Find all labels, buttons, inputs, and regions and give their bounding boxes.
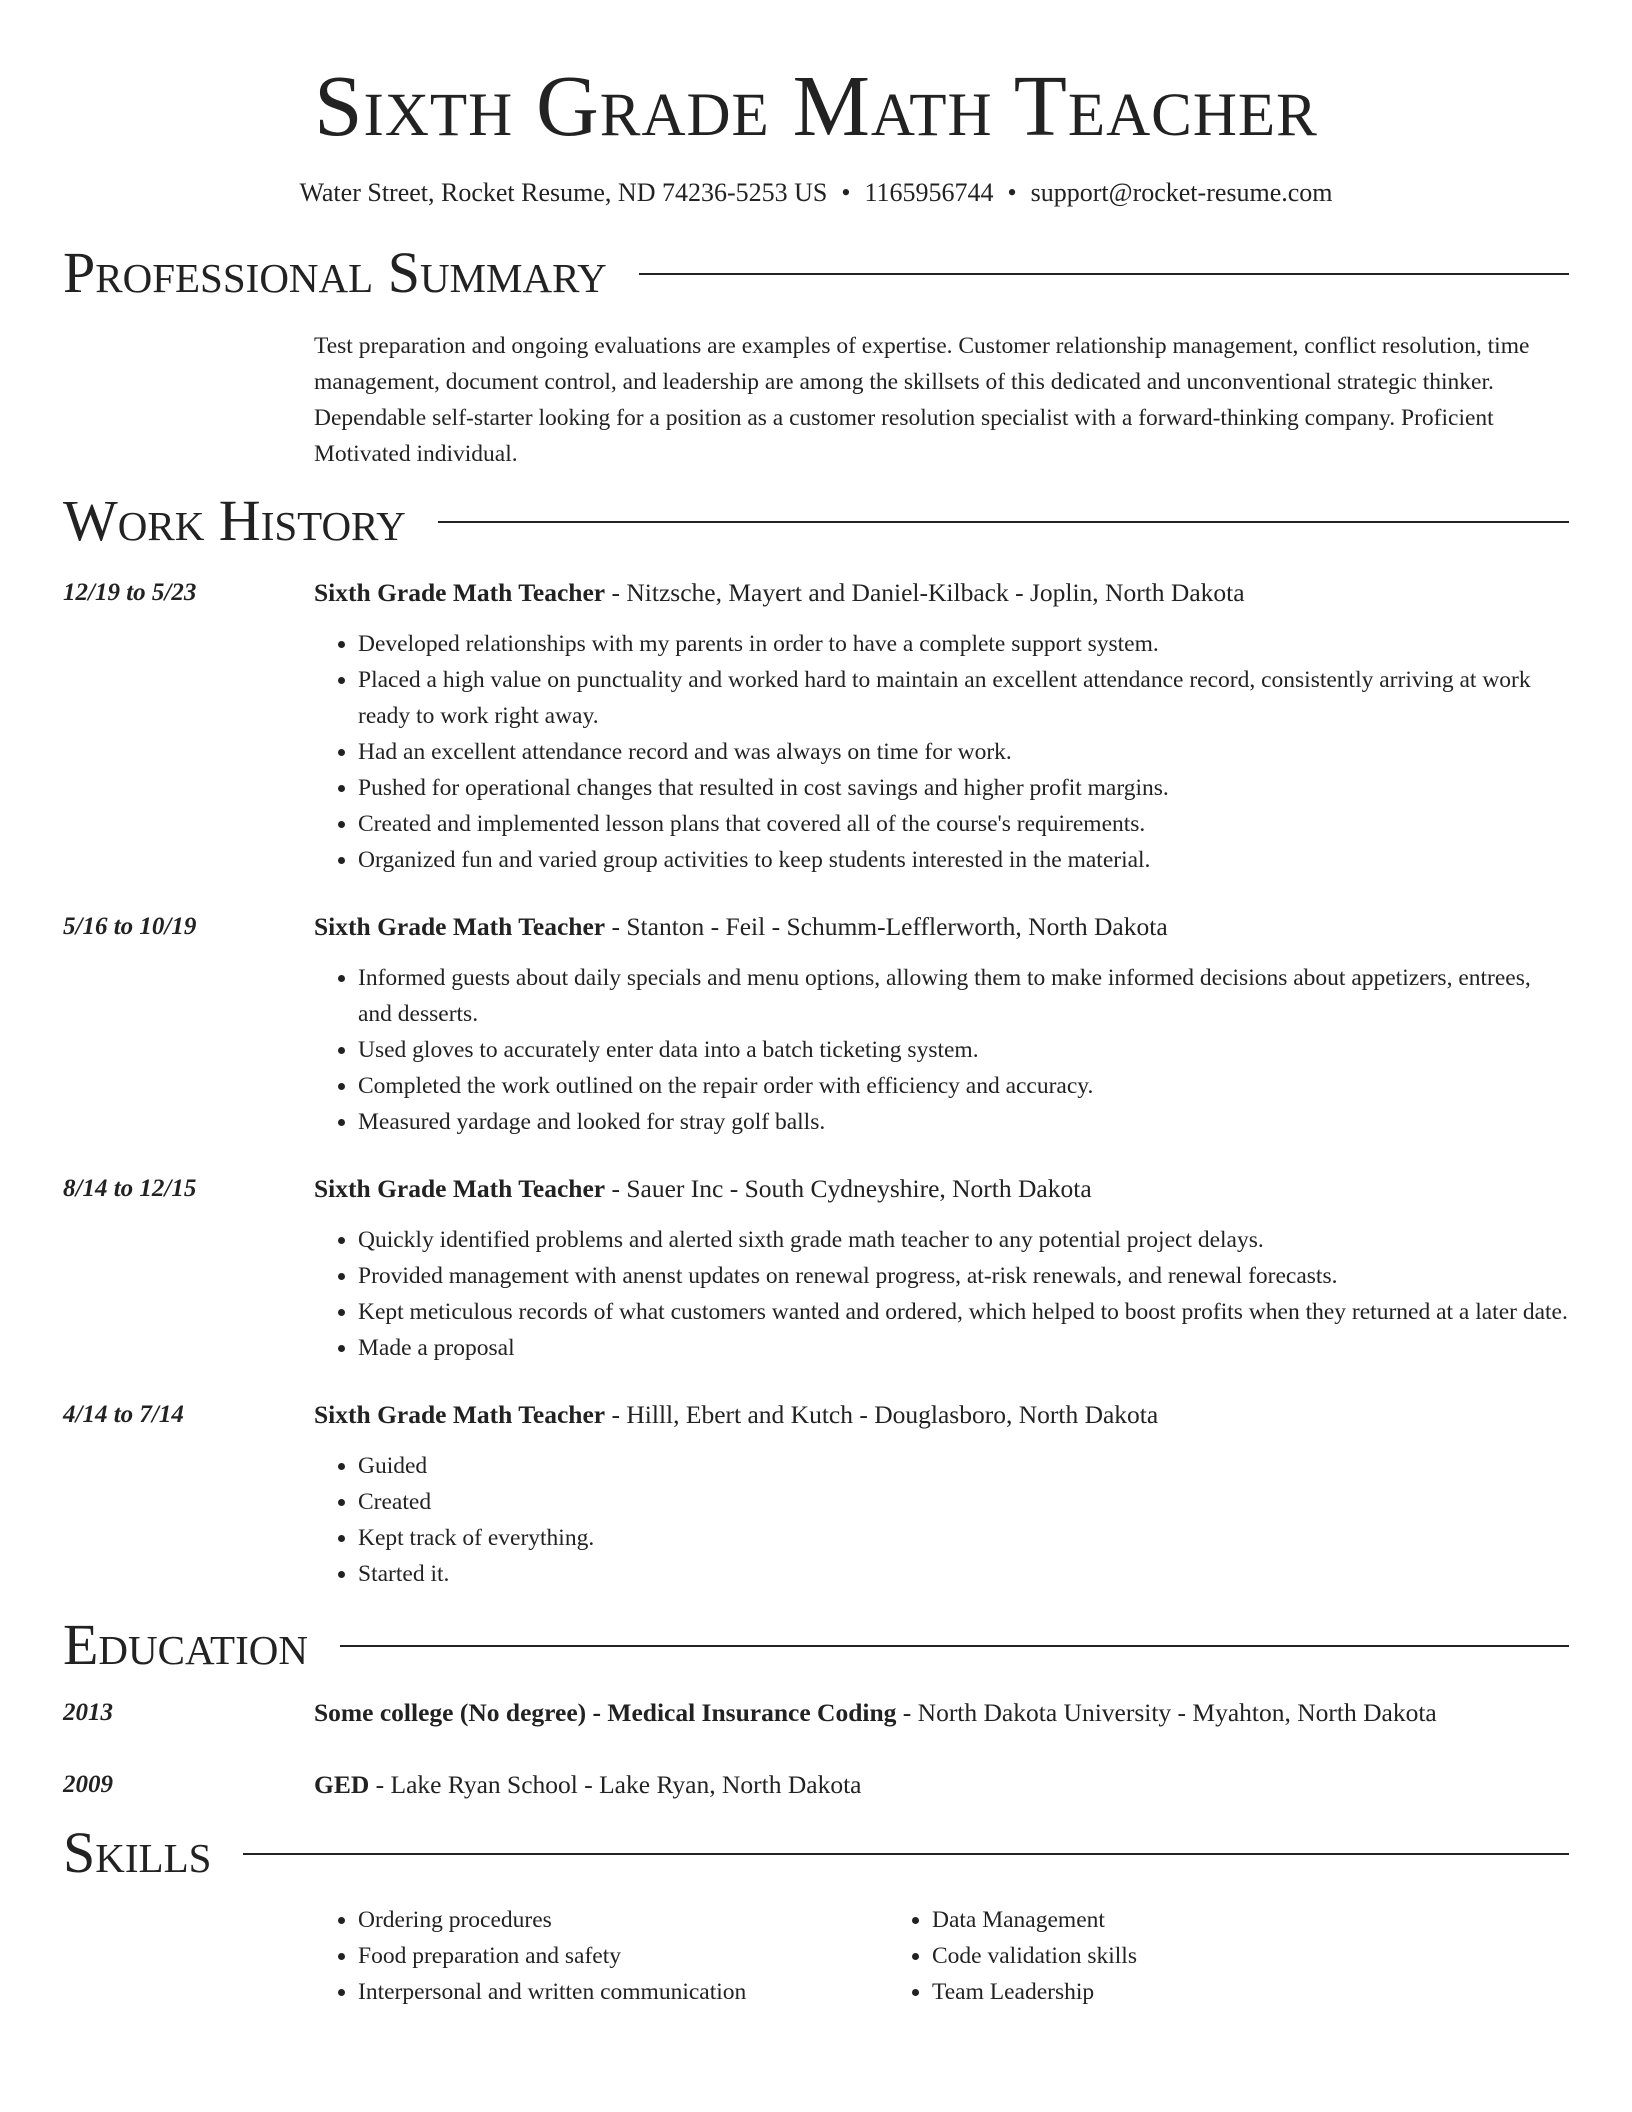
job-heading <box>314 910 1569 944</box>
contact-phone: 1165956744 <box>864 178 994 207</box>
job-dates: 8/14 to 12/15 <box>63 1175 197 1202</box>
resume-name: Sixth Grade Math Teacher <box>314 57 1318 154</box>
summary-section-header <box>63 240 1569 306</box>
job-bullet: • Completed the work outlined on the repair order with efficiency and accuracy. <box>358 1068 1569 1104</box>
section-title-summary: Professional Summary <box>63 240 607 305</box>
skill-item: • Code validation skills <box>932 1938 1462 1974</box>
job-bullets <box>314 1222 1569 1366</box>
section-title-education: Education <box>63 1612 308 1677</box>
skill-item: • Data Management <box>932 1902 1462 1938</box>
job-entry <box>63 910 1569 1140</box>
job-bullet: • Measured yardage and looked for stray golf balls. <box>358 1104 1569 1140</box>
job-body <box>314 1172 1569 1366</box>
job-bullet: • Pushed for operational changes that resulted in cost savings and higher profit margins. <box>358 770 1569 806</box>
skill-item: • Interpersonal and written communication <box>358 1974 888 2010</box>
section-title-work: Work History <box>63 488 406 553</box>
skills-section-header <box>63 1820 1569 1886</box>
job-entry <box>63 1172 1569 1366</box>
job-bullet: • Used gloves to accurately enter data into a batch ticketing system. <box>358 1032 1569 1068</box>
job-bullets <box>314 626 1569 878</box>
contact-address: Water Street, Rocket Resume, ND 74236-5253 US <box>299 178 828 207</box>
job-role: Sixth Grade Math Teacher <box>314 912 606 941</box>
skills-column-right <box>888 1902 1462 2010</box>
skills-grid <box>314 1902 1569 2010</box>
job-bullet: • Placed a high value on punctuality and worked hard to maintain an excellent attendance record, consistently arriving at work ready to work right away. <box>358 662 1569 734</box>
job-dates: 12/19 to 5/23 <box>63 579 197 606</box>
job-body <box>314 1398 1569 1592</box>
job-bullet: • Kept track of everything. <box>358 1520 1569 1556</box>
job-body <box>314 910 1569 1140</box>
job-role: Sixth Grade Math Teacher <box>314 578 606 607</box>
education-heading <box>314 1696 1569 1730</box>
education-heading <box>314 1768 1569 1802</box>
education-school: - Lake Ryan School - Lake Ryan, North Dakota <box>369 1770 862 1799</box>
contact-separator: • <box>841 178 851 207</box>
job-bullet: • Guided <box>358 1448 1569 1484</box>
education-year: 2009 <box>63 1771 113 1798</box>
job-dates: 5/16 to 10/19 <box>63 913 197 940</box>
job-body <box>314 576 1569 878</box>
skill-item: • Food preparation and safety <box>358 1938 888 1974</box>
job-bullet: • Had an excellent attendance record and was always on time for work. <box>358 734 1569 770</box>
section-divider <box>438 521 1569 523</box>
summary-text: Test preparation and ongoing evaluations are examples of expertise. Customer relationship management, conflict resolution, time management, document control, and leadership are among the skillsets of this dedicated and unconventional strategic thinker. Dependable self-starter looking for a position as a customer resolution specialist with a forward-thinking company. Proficient Motivated individual. <box>314 333 1530 467</box>
job-bullet: • Informed guests about daily specials and menu options, allowing them to make informed decisions about appetizers, entrees, and desserts. <box>358 960 1569 1032</box>
skill-item: • Team Leadership <box>932 1974 1462 2010</box>
job-bullet: • Created and implemented lesson plans that covered all of the course's requirements. <box>358 806 1569 842</box>
section-divider <box>340 1645 1569 1647</box>
job-heading <box>314 1172 1569 1206</box>
job-employer: - Sauer Inc - South Cydneyshire, North Dakota <box>605 1174 1092 1203</box>
job-employer: - Nitzsche, Mayert and Daniel-Kilback - Joplin, North Dakota <box>605 578 1245 607</box>
skill-item: • Ordering procedures <box>358 1902 888 1938</box>
contact-line <box>63 176 1569 210</box>
job-heading <box>314 576 1569 610</box>
education-year: 2013 <box>63 1699 113 1726</box>
education-degree: Some college (No degree) - Medical Insurance Coding <box>314 1698 897 1727</box>
job-dates: 4/14 to 7/14 <box>63 1401 184 1428</box>
contact-email: support@rocket-resume.com <box>1030 178 1333 207</box>
job-employer: - Stanton - Feil - Schumm-Lefflerworth, North Dakota <box>605 912 1168 941</box>
education-degree: GED <box>314 1770 370 1799</box>
job-bullets <box>314 1448 1569 1592</box>
section-title-skills: Skills <box>63 1820 212 1885</box>
skills-column-left <box>314 1902 888 2010</box>
education-entry <box>63 1768 1569 1802</box>
job-bullets <box>314 960 1569 1140</box>
job-bullet: • Provided management with anenst updates on renewal progress, at-risk renewals, and renewal forecasts. <box>358 1258 1569 1294</box>
job-role: Sixth Grade Math Teacher <box>314 1400 606 1429</box>
job-bullet: • Started it. <box>358 1556 1569 1592</box>
job-bullet: • Made a proposal <box>358 1330 1569 1366</box>
job-heading <box>314 1398 1569 1432</box>
job-role: Sixth Grade Math Teacher <box>314 1174 606 1203</box>
job-bullet: • Organized fun and varied group activities to keep students interested in the material. <box>358 842 1569 878</box>
section-divider <box>243 1853 1569 1855</box>
section-divider <box>639 273 1569 275</box>
job-bullet: • Kept meticulous records of what customers wanted and ordered, which helped to boost profits when they returned at a later date. <box>358 1294 1569 1330</box>
job-bullet: • Quickly identified problems and alerted sixth grade math teacher to any potential project delays. <box>358 1222 1569 1258</box>
education-section-header <box>63 1612 1569 1678</box>
job-entry <box>63 576 1569 878</box>
contact-separator: • <box>1007 178 1017 207</box>
education-school: - North Dakota University - Myahton, North Dakota <box>896 1698 1437 1727</box>
job-bullet: • Developed relationships with my parents in order to have a complete support system. <box>358 626 1569 662</box>
work-section-header <box>63 488 1569 554</box>
job-employer: - Hilll, Ebert and Kutch - Douglasboro, North Dakota <box>605 1400 1159 1429</box>
job-entry <box>63 1398 1569 1592</box>
education-entry <box>63 1696 1569 1730</box>
job-bullet: • Created <box>358 1484 1569 1520</box>
